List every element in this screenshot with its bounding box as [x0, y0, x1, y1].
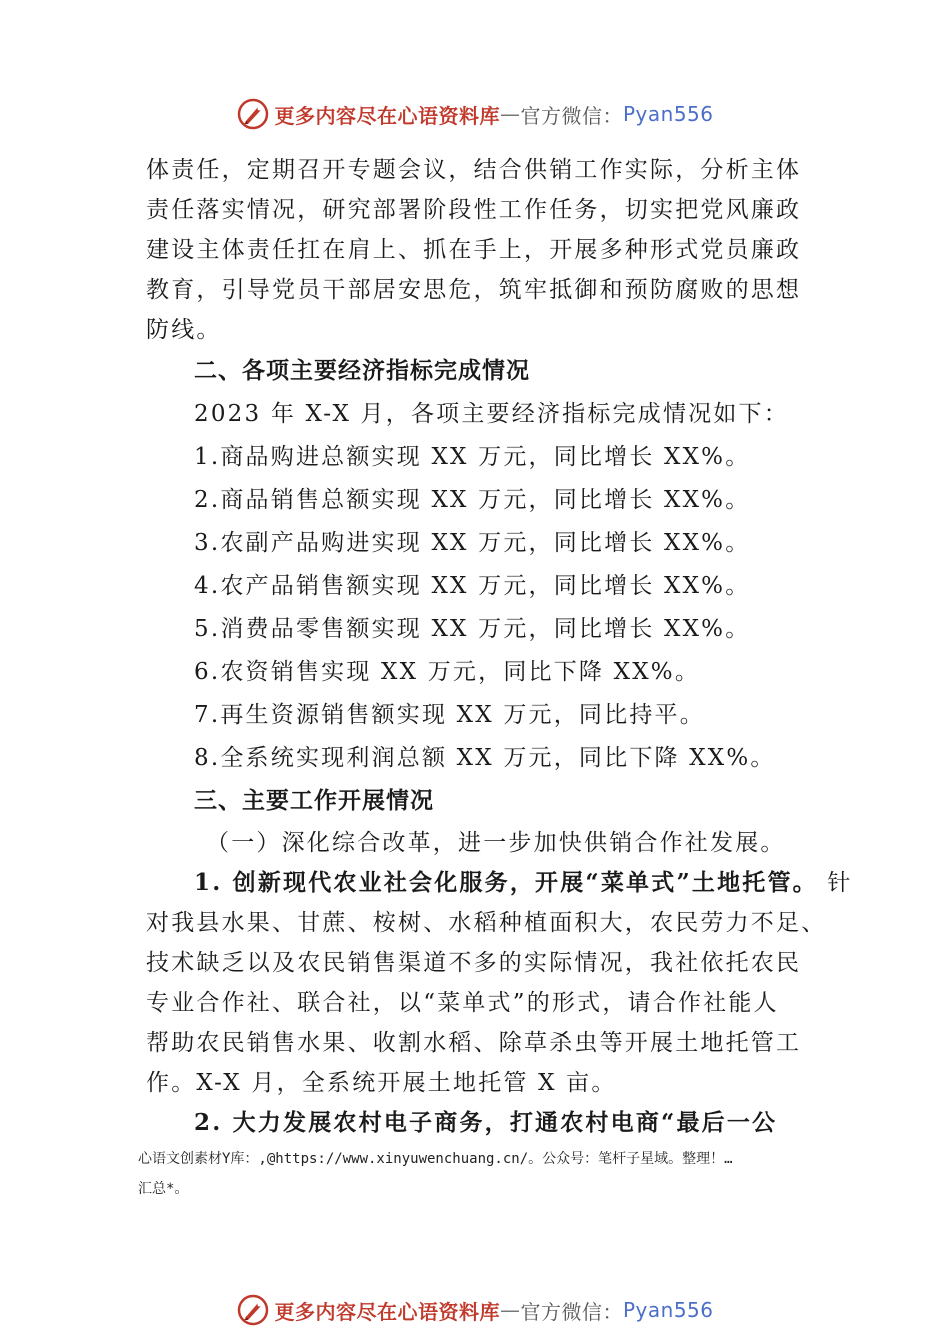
list-item: 3.农副产品购进实现 XX 万元，同比增长 XX%。 — [194, 530, 751, 556]
item1-first-line — [146, 863, 853, 903]
footer-note — [138, 1144, 858, 1204]
pen-nib-logo-icon — [236, 97, 270, 131]
paragraph-line: 防线。 — [146, 317, 222, 343]
list-item: 7.再生资源销售额实现 XX 万元，同比持平。 — [194, 702, 705, 728]
section-heading-2: 二、各项主要经济指标完成情况 — [194, 358, 530, 384]
paragraph-line: 教育，引导党员干部居安思危，筑牢抵御和预防腐败的思想 — [146, 277, 802, 303]
item2-title: 2. 大力发展农村电子商务，打通农村电商“最后一公 — [194, 1109, 778, 1136]
pen-nib-logo-icon — [236, 1293, 270, 1327]
banner-separator: — — [499, 1298, 521, 1322]
subheading: （一）深化综合改革，进一步加快供销合作社发展。 — [206, 830, 786, 856]
list-item: 1.商品购进总额实现 XX 万元，同比增长 XX%。 — [194, 444, 751, 470]
item1-title: 1. 创新现代农业社会化服务，开展“菜单式”土地托管。 — [194, 869, 818, 896]
paragraph-line: 帮助农民销售水果、收割水稻、除草杀虫等开展土地托管工 — [146, 1030, 802, 1056]
list-item: 4.农产品销售额实现 XX 万元，同比增长 XX%。 — [194, 573, 751, 599]
item1-first-tail: 针 — [817, 870, 853, 896]
section-intro: 2023 年 X-X 月，各项主要经济指标完成情况如下： — [194, 401, 789, 427]
footer-note-line: 汇总*。 — [138, 1181, 189, 1197]
paragraph-line: 体责任，定期召开专题会议，结合供销工作实际，分析主体 — [146, 157, 802, 183]
list-item: 8.全系统实现利润总额 XX 万元，同比下降 XX%。 — [194, 745, 776, 771]
banner-red-text: 更多内容尽在心语资料库 — [274, 103, 500, 128]
banner-wechat-id: Pyan556 — [622, 102, 714, 126]
header-banner — [0, 94, 950, 134]
banner-wechat-id: Pyan556 — [622, 1298, 714, 1322]
footer-note-line: 心语文创素材Y库：,@https://www.xinyuwenchuang.cn/。公众号：笔杆子星域。整理！… — [138, 1151, 733, 1167]
list-item: 5.消费品零售额实现 XX 万元，同比增长 XX%。 — [194, 616, 751, 642]
banner-gray-text: 官方微信： — [520, 1299, 623, 1324]
banner-gray-text: 官方微信： — [520, 103, 623, 128]
paragraph-line: 技术缺乏以及农民销售渠道不多的实际情况，我社依托农民 — [146, 950, 802, 976]
paragraph-line: 对我县水果、甘蔗、桉树、水稻种植面积大，农民劳力不足、 — [146, 910, 827, 936]
paragraph-line: 责任落实情况，研究部署阶段性工作任务，切实把党风廉政 — [146, 197, 802, 223]
document-body — [146, 150, 853, 1143]
banner-red-text: 更多内容尽在心语资料库 — [274, 1299, 500, 1324]
list-item: 6.农资销售实现 XX 万元，同比下降 XX%。 — [194, 659, 701, 685]
list-item: 2.商品销售总额实现 XX 万元，同比增长 XX%。 — [194, 487, 751, 513]
footer-banner — [0, 1290, 950, 1330]
paragraph-line: 专业合作社、联合社，以“菜单式”的形式，请合作社能人 — [146, 990, 779, 1016]
banner-separator: — — [499, 102, 521, 126]
section-heading-3: 三、主要工作开展情况 — [194, 788, 434, 814]
paragraph-line: 建设主体责任扛在肩上、抓在手上，开展多种形式党员廉政 — [146, 237, 802, 263]
paragraph-line: 作。X-X 月，全系统开展土地托管 X 亩。 — [146, 1070, 617, 1096]
